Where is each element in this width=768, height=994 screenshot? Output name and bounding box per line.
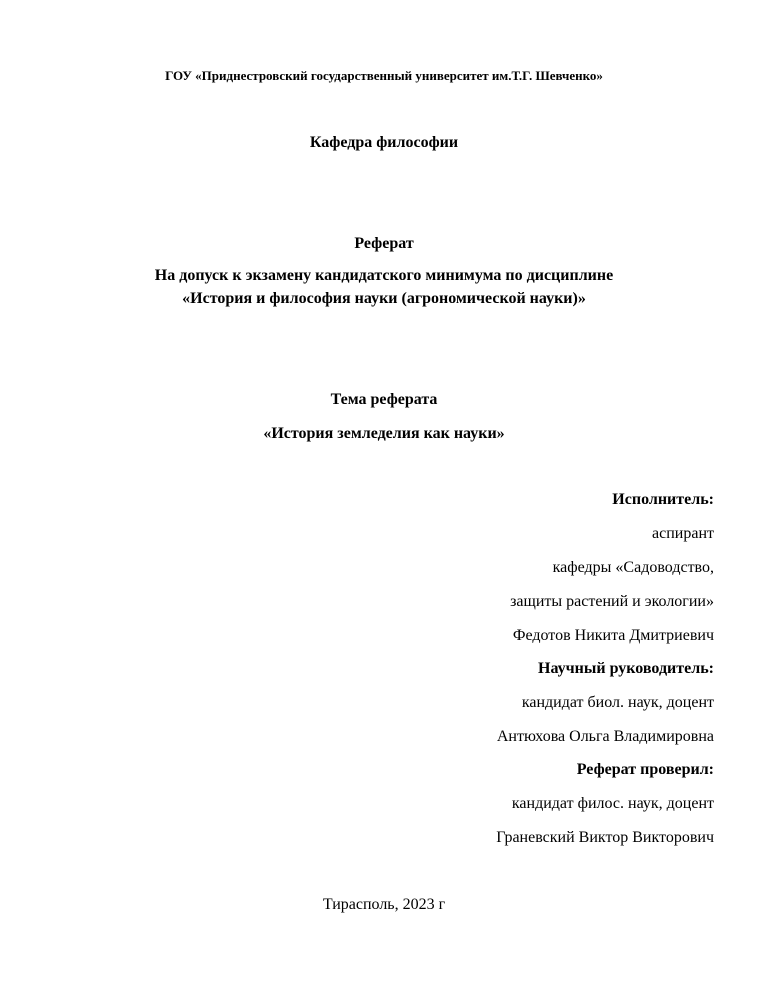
department-name: Кафедра философии xyxy=(309,134,459,151)
author-department-line-2: защиты растений и экологии» xyxy=(510,593,714,610)
author-department-line-1: кафедры «Садоводство, xyxy=(552,559,714,576)
reviewer-name: Граневский Виктор Викторович xyxy=(496,829,714,846)
author-label: Исполнитель: xyxy=(612,491,714,508)
reviewer-label: Реферат проверил: xyxy=(576,761,714,778)
purpose-line-2: «История и философия науки (агрономической науки)» xyxy=(182,290,586,307)
supervisor-degree: кандидат биол. наук, доцент xyxy=(521,694,714,711)
university-name: ГОУ «Приднестровский государственный университет им.Т.Г. Шевченко» xyxy=(165,68,603,83)
topic-label: Тема реферата xyxy=(330,391,438,408)
document-type: Реферат xyxy=(354,235,414,252)
author-name: Федотов Никита Дмитриевич xyxy=(512,627,714,644)
topic-value: «История земледелия как науки» xyxy=(263,425,505,442)
purpose-line-1: На допуск к экзамену кандидатского минимума по дисциплине xyxy=(154,267,614,284)
supervisor-label: Научный руководитель: xyxy=(538,660,714,677)
city-year: Тирасполь, 2023 г xyxy=(322,896,446,913)
reviewer-degree: кандидат филос. наук, доцент xyxy=(511,795,714,812)
author-position: аспирант xyxy=(652,525,714,542)
supervisor-name: Антюхова Ольга Владимировна xyxy=(496,728,714,745)
